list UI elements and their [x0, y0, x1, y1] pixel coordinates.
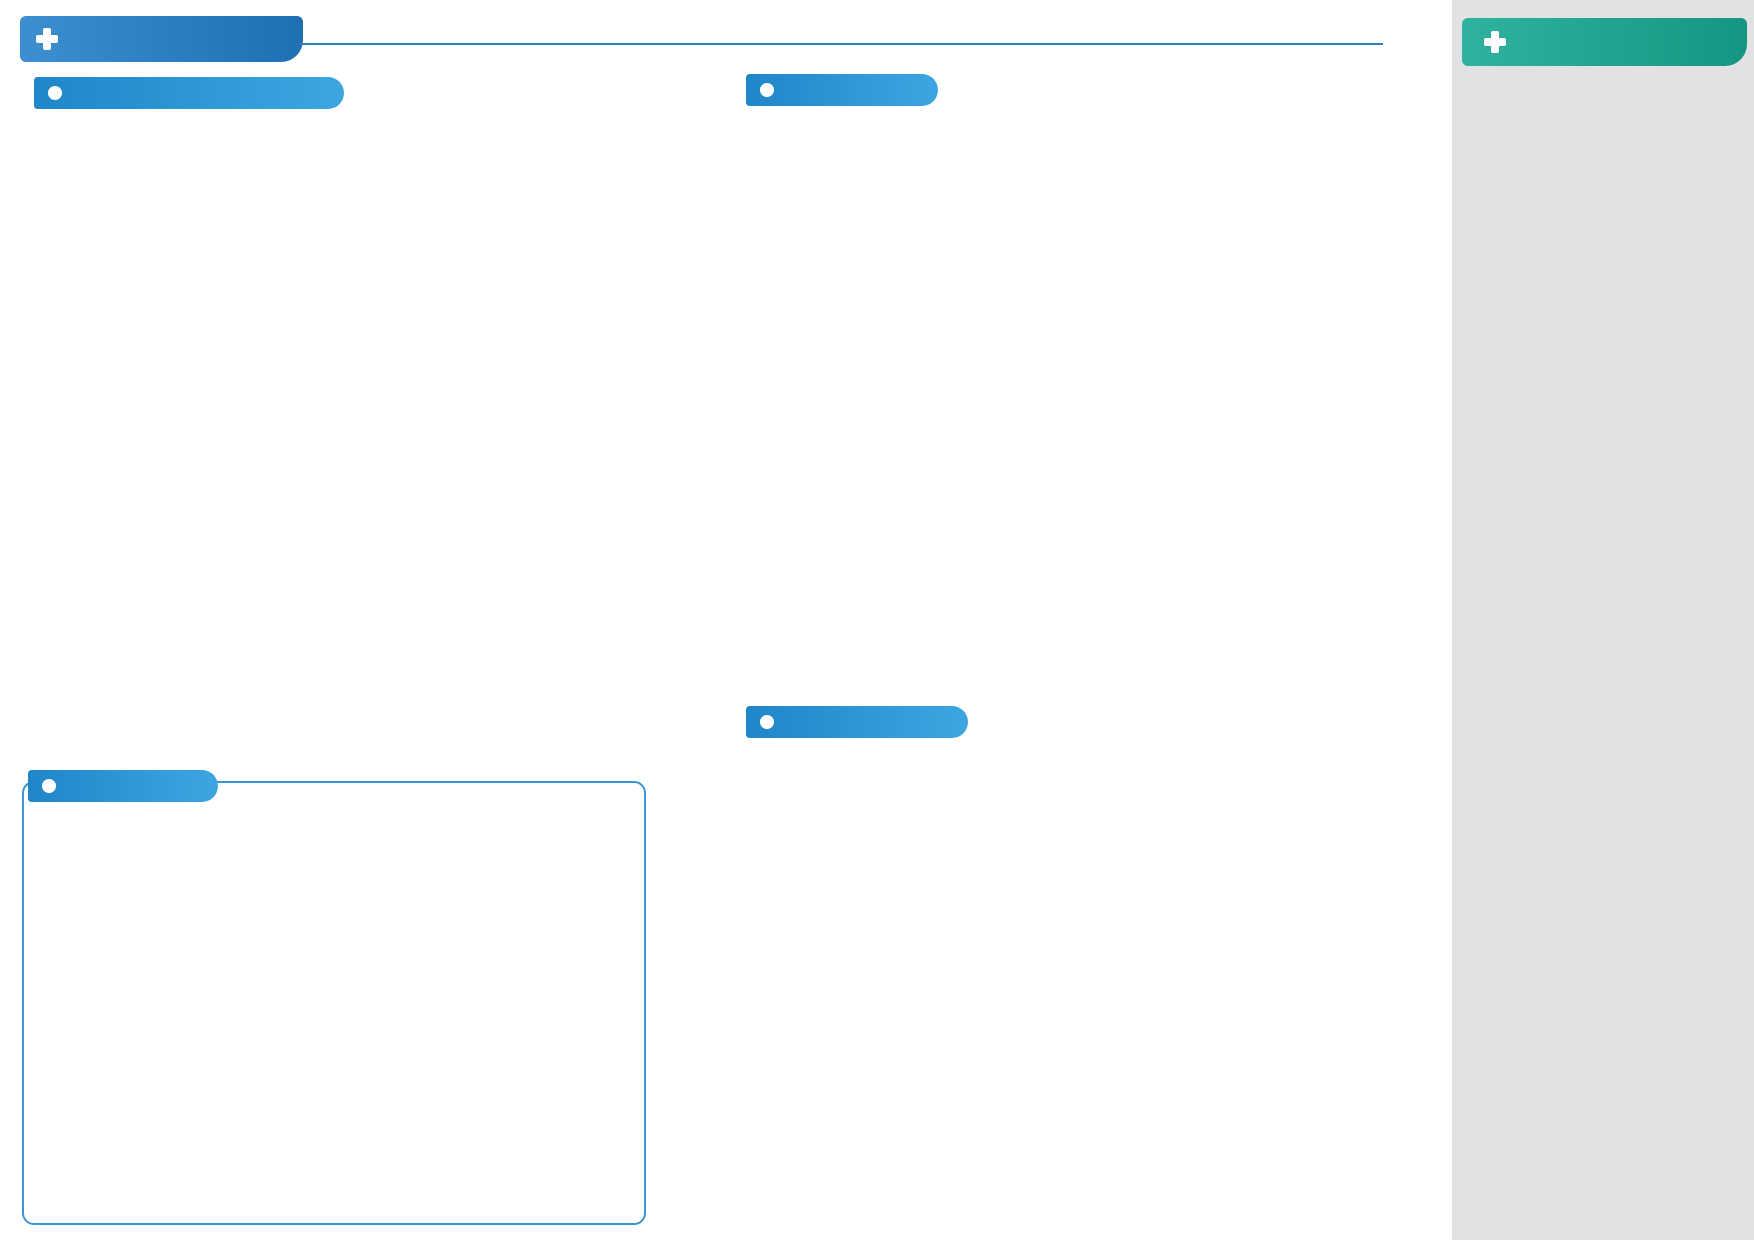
cross-icon [1482, 29, 1508, 55]
worship-header [1462, 18, 1747, 66]
cross-icon [34, 26, 60, 52]
header-divider [300, 43, 1383, 45]
small-group-header [746, 74, 938, 106]
offerings-header [746, 706, 968, 738]
bullet-icon [760, 83, 774, 97]
offerings-list [762, 746, 1402, 1226]
prayer-box [22, 781, 646, 1225]
column-header [34, 77, 344, 109]
bullet-icon [760, 715, 774, 729]
main-header [20, 16, 303, 62]
bullet-icon [42, 779, 56, 793]
prayer-header [28, 770, 218, 802]
sidebar [1452, 0, 1754, 1240]
bullet-icon [48, 86, 62, 100]
